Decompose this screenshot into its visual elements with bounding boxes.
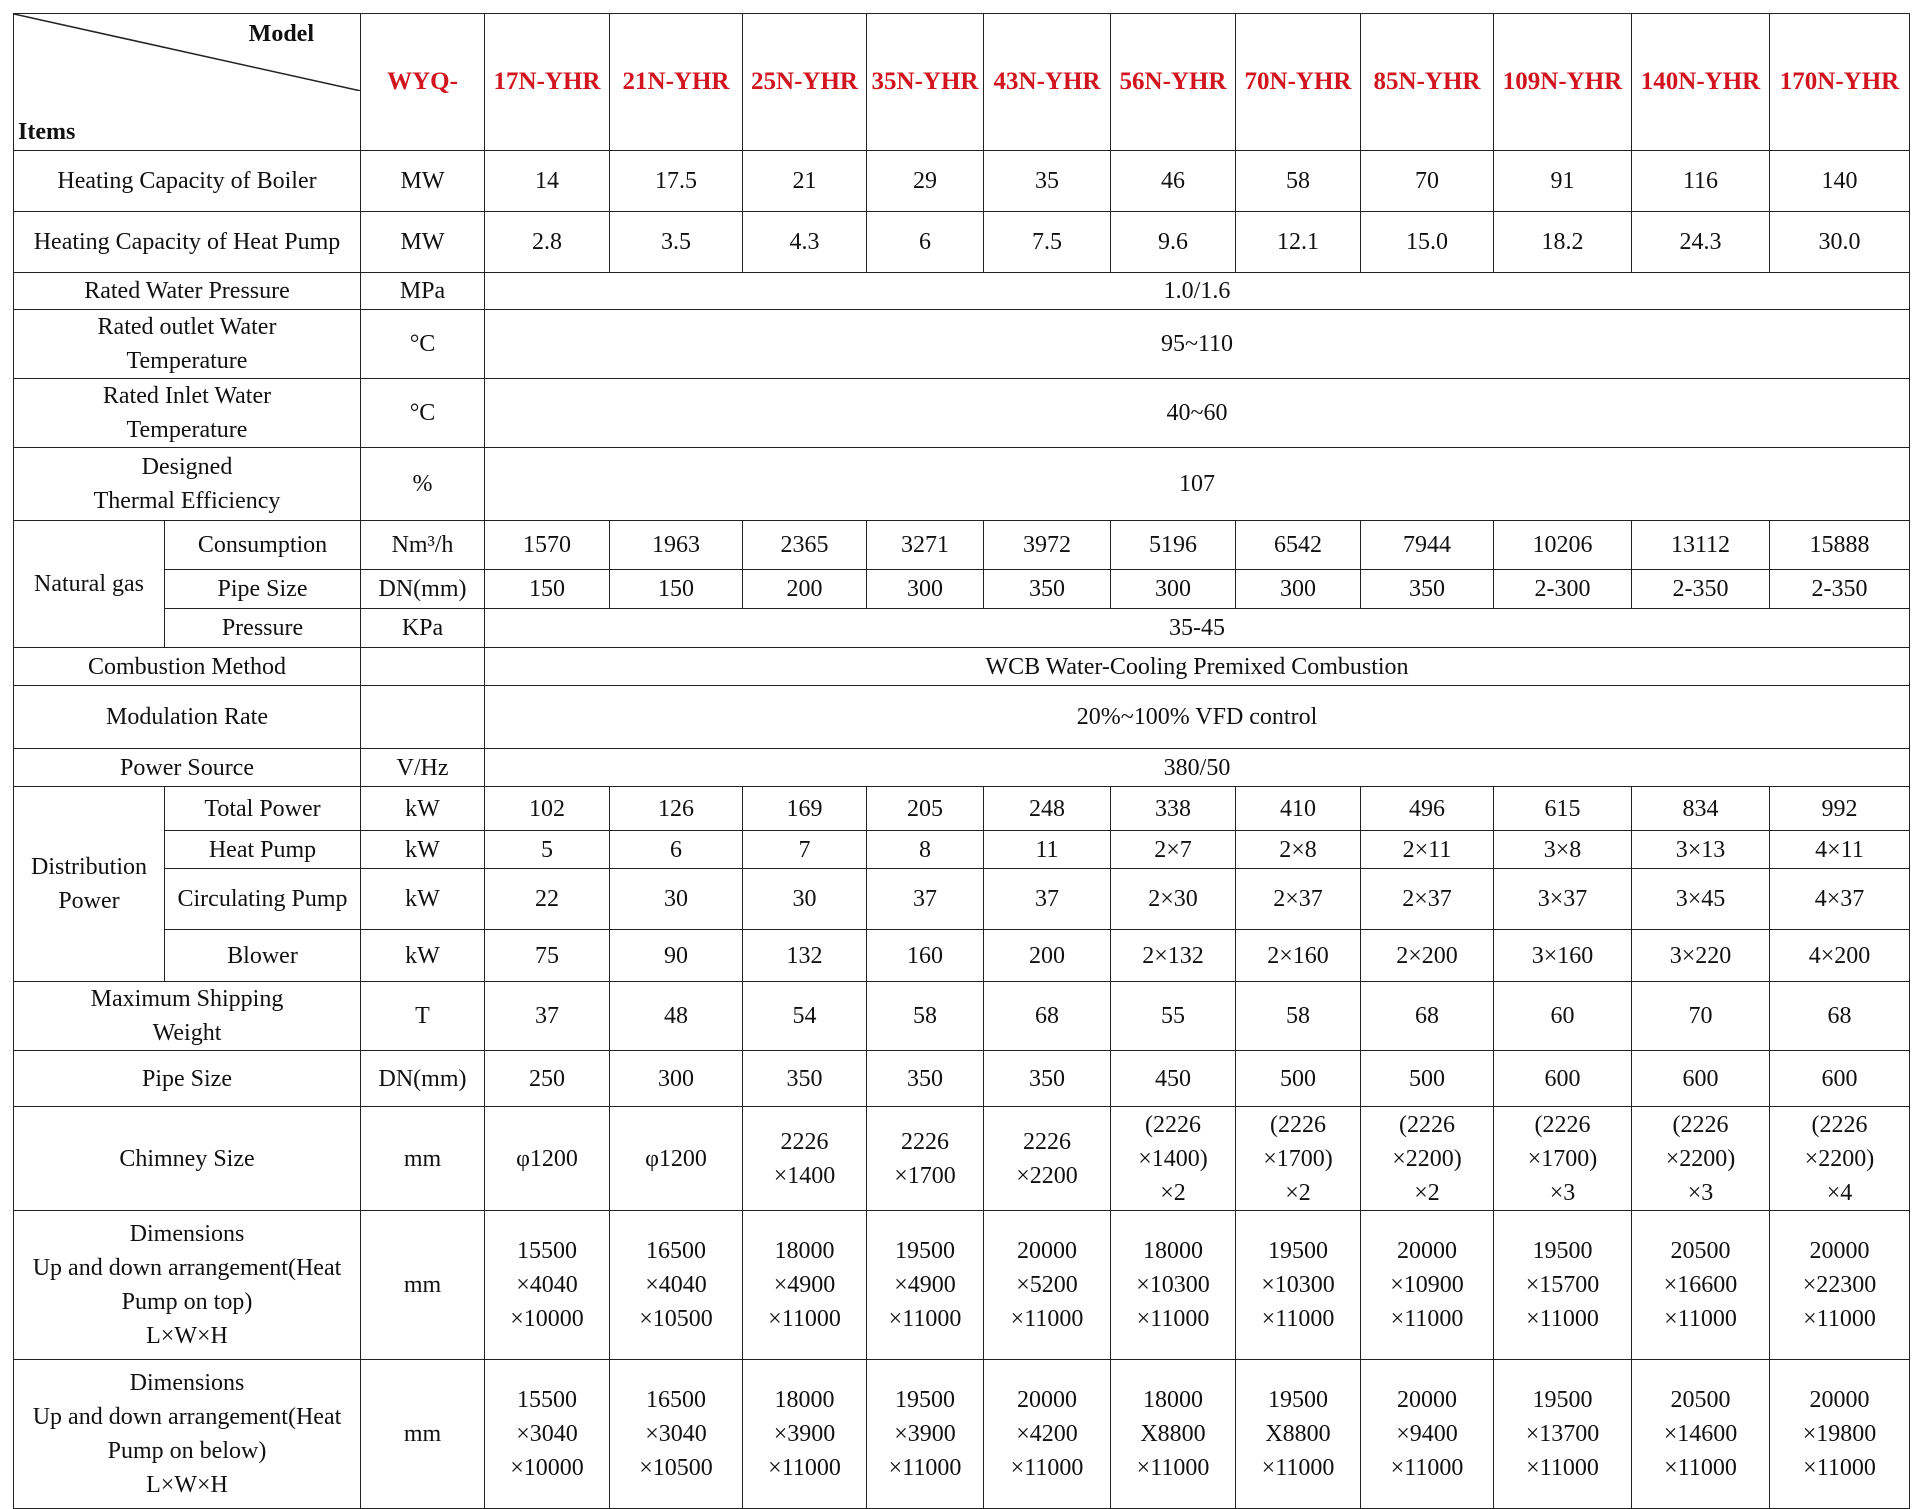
group-natural-gas-pipe-size: [14, 570, 1910, 609]
unit-cell: [361, 648, 485, 686]
value-cell: φ1200: [485, 1107, 610, 1211]
unit-cell: kW: [361, 787, 485, 831]
row-max-shipping-weight: [14, 982, 1910, 1051]
model-name: 21N-YHR: [610, 14, 743, 151]
row-label: Heating Capacity of Boiler: [14, 151, 361, 212]
row-thermal-efficiency: [14, 448, 1910, 521]
value-cell: 90: [610, 930, 743, 982]
value-cell: 17.5: [610, 151, 743, 212]
row-combustion-method: [14, 648, 1910, 686]
unit-cell: Nm³/h: [361, 521, 485, 570]
value-cell: 160: [867, 930, 984, 982]
value-cell: 19500 ×15700 ×11000: [1494, 1211, 1632, 1360]
value-cell: 16500 ×3040 ×10500: [610, 1360, 743, 1509]
value-cell: 14: [485, 151, 610, 212]
value-cell: (2226 ×1400) ×2: [1111, 1107, 1236, 1211]
value-cell: 8: [867, 831, 984, 869]
row-chimney-size: [14, 1107, 1910, 1211]
model-name: 56N-YHR: [1111, 14, 1236, 151]
value-cell: 500: [1236, 1051, 1361, 1107]
value-cell: 20000 ×19800 ×11000: [1770, 1360, 1910, 1509]
value-cell: (2226 ×2200) ×3: [1632, 1107, 1770, 1211]
value-cell: 2×8: [1236, 831, 1361, 869]
value-cell: 300: [1236, 570, 1361, 609]
value-cell: 2.8: [485, 212, 610, 273]
value-cell: 15.0: [1361, 212, 1494, 273]
unit-cell: kW: [361, 831, 485, 869]
value-cell: 450: [1111, 1051, 1236, 1107]
spec-table-body: [14, 14, 1910, 1509]
value-cell: 20500 ×16600 ×11000: [1632, 1211, 1770, 1360]
value-cell: 3×8: [1494, 831, 1632, 869]
row-label: Circulating Pump: [165, 869, 361, 930]
value-cell: 15500 ×3040 ×10000: [485, 1360, 610, 1509]
group-distribution-power-circ-pump: [14, 869, 1910, 930]
value-cell: 140: [1770, 151, 1910, 212]
value-cell: (2226 ×2200) ×4: [1770, 1107, 1910, 1211]
value-cell: 600: [1770, 1051, 1910, 1107]
unit-cell: [361, 686, 485, 749]
row-label: Modulation Rate: [14, 686, 361, 749]
value-cell: 169: [743, 787, 867, 831]
value-cell: 500: [1361, 1051, 1494, 1107]
unit-cell: °C: [361, 379, 485, 448]
model-name: 70N-YHR: [1236, 14, 1361, 151]
value-cell: 20000 ×5200 ×11000: [984, 1211, 1111, 1360]
model-name: 35N-YHR: [867, 14, 984, 151]
row-label: Dimensions Up and down arrangement(Heat Pump on top) L×W×H: [14, 1211, 361, 1360]
series-prefix: WYQ-: [361, 14, 485, 151]
value-cell: 30: [743, 869, 867, 930]
header-row: [14, 14, 1910, 151]
items-heading: Items: [18, 119, 76, 145]
value-cell: 3271: [867, 521, 984, 570]
unit-cell: KPa: [361, 609, 485, 648]
value-cell-merged: 40~60: [485, 379, 1910, 448]
value-cell: 2226 ×2200: [984, 1107, 1111, 1211]
row-label: Rated Water Pressure: [14, 273, 361, 310]
value-cell: 102: [485, 787, 610, 831]
row-heating-capacity-boiler: [14, 151, 1910, 212]
value-cell: 350: [743, 1051, 867, 1107]
value-cell: 350: [984, 570, 1111, 609]
value-cell: 2365: [743, 521, 867, 570]
value-cell: 992: [1770, 787, 1910, 831]
value-cell-merged: 107: [485, 448, 1910, 521]
unit-cell: mm: [361, 1360, 485, 1509]
value-cell-merged: 380/50: [485, 749, 1910, 787]
spec-table-container: [13, 13, 1910, 1509]
value-cell: 126: [610, 787, 743, 831]
value-cell: 22: [485, 869, 610, 930]
row-label: Dimensions Up and down arrangement(Heat Pump on below) L×W×H: [14, 1360, 361, 1509]
value-cell: 9.6: [1111, 212, 1236, 273]
value-cell: 3972: [984, 521, 1111, 570]
value-cell: 2×200: [1361, 930, 1494, 982]
value-cell: 20000 ×10900 ×11000: [1361, 1211, 1494, 1360]
value-cell: 46: [1111, 151, 1236, 212]
unit-cell: DN(mm): [361, 570, 485, 609]
value-cell: 15500 ×4040 ×10000: [485, 1211, 610, 1360]
value-cell: 1570: [485, 521, 610, 570]
value-cell: 70: [1632, 982, 1770, 1051]
value-cell: 150: [485, 570, 610, 609]
value-cell: (2226 ×1700) ×2: [1236, 1107, 1361, 1211]
value-cell: 300: [1111, 570, 1236, 609]
value-cell: 2×7: [1111, 831, 1236, 869]
group-label: Natural gas: [14, 521, 165, 648]
value-cell: 5: [485, 831, 610, 869]
unit-cell: MPa: [361, 273, 485, 310]
value-cell: 30: [610, 869, 743, 930]
value-cell: 2×37: [1361, 869, 1494, 930]
value-cell: 496: [1361, 787, 1494, 831]
value-cell: 2×11: [1361, 831, 1494, 869]
value-cell: 12.1: [1236, 212, 1361, 273]
value-cell: 68: [984, 982, 1111, 1051]
value-cell: 19500 X8800 ×11000: [1236, 1360, 1361, 1509]
value-cell: 58: [1236, 982, 1361, 1051]
value-cell: 2×30: [1111, 869, 1236, 930]
value-cell: 6: [867, 212, 984, 273]
row-label: Total Power: [165, 787, 361, 831]
value-cell: 150: [610, 570, 743, 609]
value-cell: 410: [1236, 787, 1361, 831]
value-cell: 2-300: [1494, 570, 1632, 609]
model-name: 17N-YHR: [485, 14, 610, 151]
row-dimensions-heat-pump-top: [14, 1211, 1910, 1360]
value-cell: 68: [1361, 982, 1494, 1051]
row-label: Consumption: [165, 521, 361, 570]
row-label: Pipe Size: [14, 1051, 361, 1107]
value-cell: 350: [867, 1051, 984, 1107]
unit-cell: kW: [361, 869, 485, 930]
value-cell: 68: [1770, 982, 1910, 1051]
model-name: 25N-YHR: [743, 14, 867, 151]
value-cell: 4×200: [1770, 930, 1910, 982]
value-cell: 3×160: [1494, 930, 1632, 982]
row-label: Blower: [165, 930, 361, 982]
value-cell: 2×132: [1111, 930, 1236, 982]
row-label: Pressure: [165, 609, 361, 648]
value-cell-merged: 95~110: [485, 310, 1910, 379]
value-cell: 615: [1494, 787, 1632, 831]
row-modulation-rate: [14, 686, 1910, 749]
group-label: Distribution Power: [14, 787, 165, 982]
value-cell: 250: [485, 1051, 610, 1107]
value-cell: 24.3: [1632, 212, 1770, 273]
value-cell: 11: [984, 831, 1111, 869]
value-cell: 18000 ×4900 ×11000: [743, 1211, 867, 1360]
value-cell: 7944: [1361, 521, 1494, 570]
group-distribution-power-heat-pump: [14, 831, 1910, 869]
value-cell: 6542: [1236, 521, 1361, 570]
model-name: 43N-YHR: [984, 14, 1111, 151]
value-cell: 1963: [610, 521, 743, 570]
unit-cell: mm: [361, 1107, 485, 1211]
value-cell-merged: 35-45: [485, 609, 1910, 648]
value-cell: 37: [485, 982, 610, 1051]
row-heating-capacity-heat-pump: [14, 212, 1910, 273]
unit-cell: DN(mm): [361, 1051, 485, 1107]
value-cell: 200: [984, 930, 1111, 982]
value-cell: 30.0: [1770, 212, 1910, 273]
model-name: 109N-YHR: [1494, 14, 1632, 151]
value-cell: 4×37: [1770, 869, 1910, 930]
value-cell-merged: 1.0/1.6: [485, 273, 1910, 310]
value-cell: 37: [867, 869, 984, 930]
value-cell-merged: 20%~100% VFD control: [485, 686, 1910, 749]
group-natural-gas-consumption: [14, 521, 1910, 570]
value-cell: 350: [984, 1051, 1111, 1107]
value-cell: 248: [984, 787, 1111, 831]
row-label: Power Source: [14, 749, 361, 787]
row-label: Chimney Size: [14, 1107, 361, 1211]
row-label: Maximum Shipping Weight: [14, 982, 361, 1051]
unit-cell: °C: [361, 310, 485, 379]
header-corner-cell: [14, 14, 361, 151]
value-cell: 3.5: [610, 212, 743, 273]
row-label: Rated Inlet Water Temperature: [14, 379, 361, 448]
value-cell: 7: [743, 831, 867, 869]
row-rated-inlet-temperature: [14, 379, 1910, 448]
group-distribution-power-blower: [14, 930, 1910, 982]
value-cell: 350: [1361, 570, 1494, 609]
value-cell: (2226 ×1700) ×3: [1494, 1107, 1632, 1211]
group-natural-gas-pressure: [14, 609, 1910, 648]
value-cell: 58: [1236, 151, 1361, 212]
group-distribution-power-total: [14, 787, 1910, 831]
unit-cell: MW: [361, 151, 485, 212]
row-dimensions-heat-pump-below: [14, 1360, 1910, 1509]
row-power-source: [14, 749, 1910, 787]
value-cell: 18.2: [1494, 212, 1632, 273]
value-cell: 19500 ×3900 ×11000: [867, 1360, 984, 1509]
value-cell: 29: [867, 151, 984, 212]
value-cell: 116: [1632, 151, 1770, 212]
value-cell: 20000 ×22300 ×11000: [1770, 1211, 1910, 1360]
row-label: Heating Capacity of Heat Pump: [14, 212, 361, 273]
value-cell: 18000 ×10300 ×11000: [1111, 1211, 1236, 1360]
value-cell: 600: [1494, 1051, 1632, 1107]
value-cell: 21: [743, 151, 867, 212]
value-cell: 20500 ×14600 ×11000: [1632, 1360, 1770, 1509]
value-cell-merged: WCB Water-Cooling Premixed Combustion: [485, 648, 1910, 686]
value-cell: 35: [984, 151, 1111, 212]
value-cell: 10206: [1494, 521, 1632, 570]
value-cell: 16500 ×4040 ×10500: [610, 1211, 743, 1360]
value-cell: 132: [743, 930, 867, 982]
value-cell: 58: [867, 982, 984, 1051]
row-label: Pipe Size: [165, 570, 361, 609]
value-cell: 19500 ×4900 ×11000: [867, 1211, 984, 1360]
value-cell: 3×13: [1632, 831, 1770, 869]
unit-cell: V/Hz: [361, 749, 485, 787]
value-cell: 55: [1111, 982, 1236, 1051]
value-cell: 19500 ×13700 ×11000: [1494, 1360, 1632, 1509]
value-cell: 834: [1632, 787, 1770, 831]
row-pipe-size: [14, 1051, 1910, 1107]
model-name: 85N-YHR: [1361, 14, 1494, 151]
value-cell: 2×160: [1236, 930, 1361, 982]
value-cell: 205: [867, 787, 984, 831]
value-cell: 19500 ×10300 ×11000: [1236, 1211, 1361, 1360]
unit-cell: mm: [361, 1211, 485, 1360]
value-cell: 48: [610, 982, 743, 1051]
value-cell: 54: [743, 982, 867, 1051]
spec-table: [13, 13, 1910, 1509]
value-cell: 18000 ×3900 ×11000: [743, 1360, 867, 1509]
row-label: Designed Thermal Efficiency: [14, 448, 361, 521]
value-cell: 13112: [1632, 521, 1770, 570]
value-cell: 15888: [1770, 521, 1910, 570]
value-cell: 338: [1111, 787, 1236, 831]
value-cell: 2226 ×1700: [867, 1107, 984, 1211]
value-cell: 60: [1494, 982, 1632, 1051]
value-cell: 4.3: [743, 212, 867, 273]
unit-cell: MW: [361, 212, 485, 273]
row-label: Combustion Method: [14, 648, 361, 686]
row-label: Heat Pump: [165, 831, 361, 869]
unit-cell: kW: [361, 930, 485, 982]
value-cell: 20000 ×4200 ×11000: [984, 1360, 1111, 1509]
value-cell: 3×37: [1494, 869, 1632, 930]
value-cell: 3×45: [1632, 869, 1770, 930]
value-cell: φ1200: [610, 1107, 743, 1211]
value-cell: 600: [1632, 1051, 1770, 1107]
value-cell: (2226 ×2200) ×2: [1361, 1107, 1494, 1211]
value-cell: 5196: [1111, 521, 1236, 570]
model-name: 170N-YHR: [1770, 14, 1910, 151]
value-cell: 70: [1361, 151, 1494, 212]
value-cell: 2-350: [1770, 570, 1910, 609]
value-cell: 91: [1494, 151, 1632, 212]
value-cell: 2×37: [1236, 869, 1361, 930]
value-cell: 7.5: [984, 212, 1111, 273]
value-cell: 20000 ×9400 ×11000: [1361, 1360, 1494, 1509]
unit-cell: T: [361, 982, 485, 1051]
model-heading: Model: [248, 21, 314, 47]
value-cell: 18000 X8800 ×11000: [1111, 1360, 1236, 1509]
row-rated-outlet-temperature: [14, 310, 1910, 379]
row-rated-water-pressure: [14, 273, 1910, 310]
value-cell: 6: [610, 831, 743, 869]
value-cell: 300: [610, 1051, 743, 1107]
value-cell: 200: [743, 570, 867, 609]
value-cell: 2-350: [1632, 570, 1770, 609]
unit-cell: %: [361, 448, 485, 521]
value-cell: 37: [984, 869, 1111, 930]
value-cell: 4×11: [1770, 831, 1910, 869]
row-label: Rated outlet Water Temperature: [14, 310, 361, 379]
value-cell: 3×220: [1632, 930, 1770, 982]
model-name: 140N-YHR: [1632, 14, 1770, 151]
value-cell: 75: [485, 930, 610, 982]
value-cell: 2226 ×1400: [743, 1107, 867, 1211]
value-cell: 300: [867, 570, 984, 609]
